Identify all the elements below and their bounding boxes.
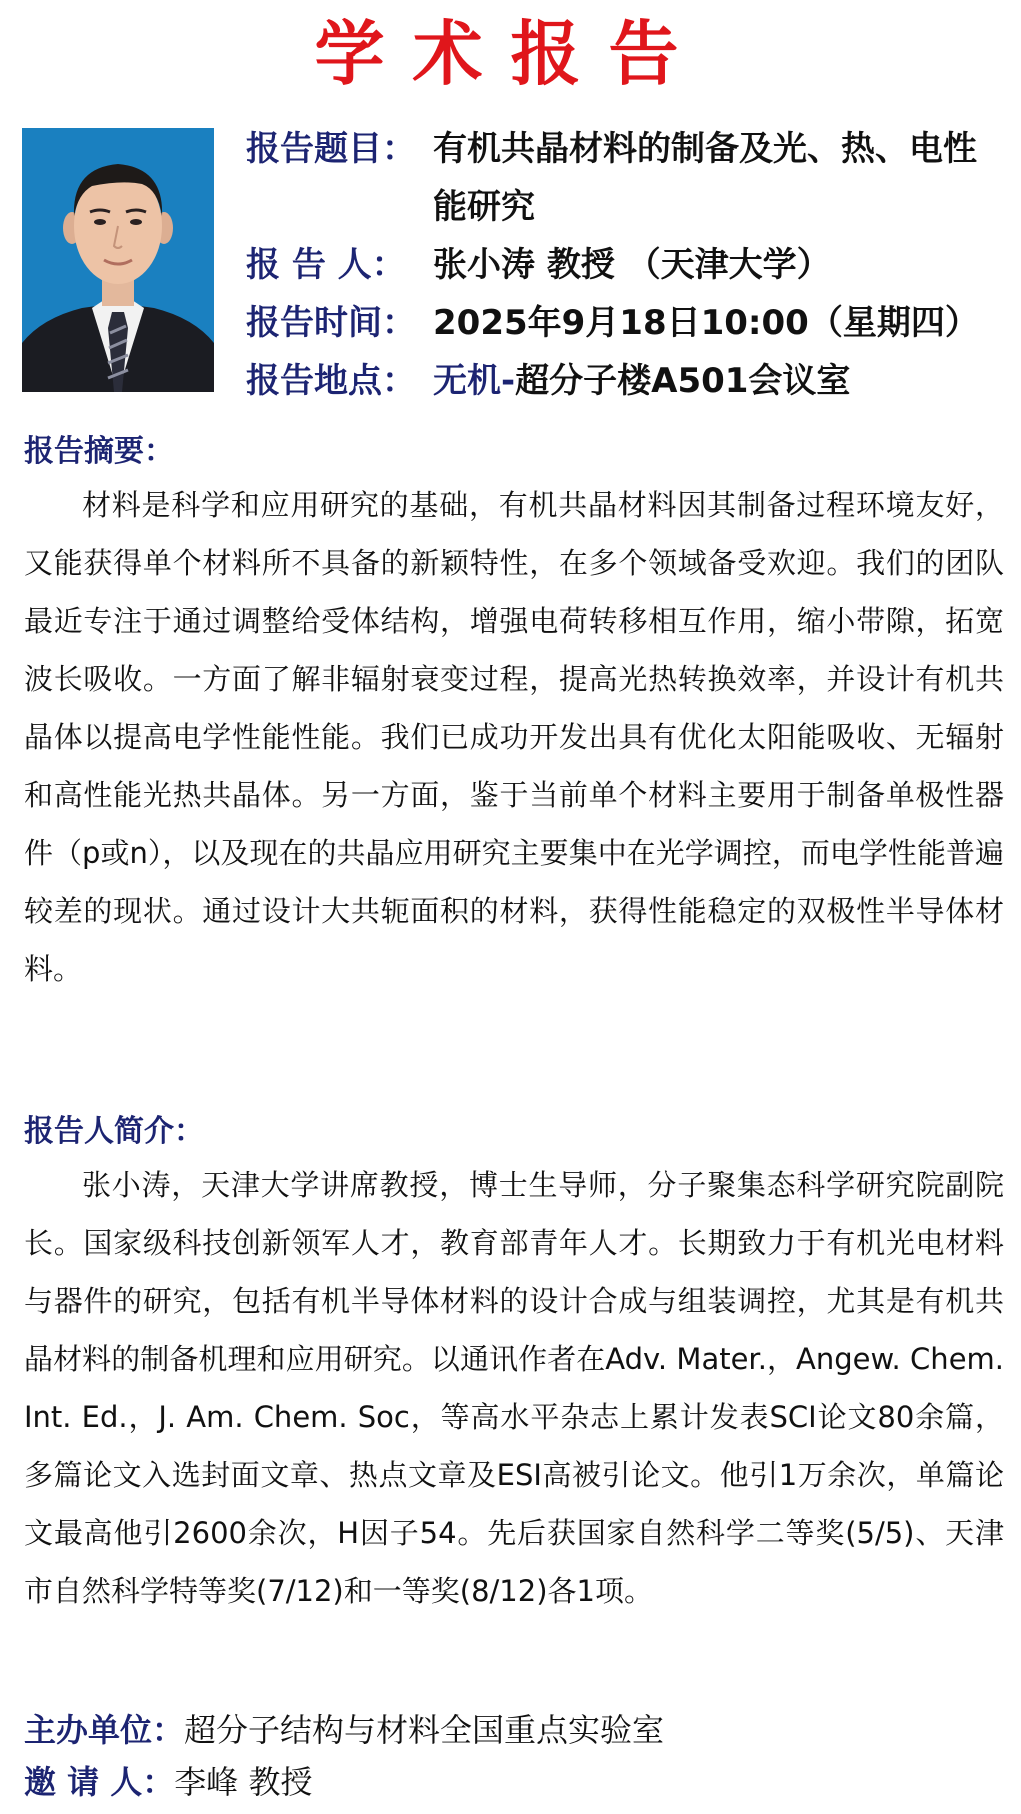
- inviter-row: [24, 1760, 312, 1804]
- time-row: [246, 294, 1006, 352]
- time-value: 2025年9月18日10:00（星期四）: [433, 303, 979, 343]
- organizer-row: [24, 1708, 664, 1752]
- location-label: 报告地点：: [246, 361, 416, 401]
- inviter-value: 李峰 教授: [174, 1763, 313, 1801]
- location-value-room: 超分子楼A501会议室: [515, 361, 851, 401]
- location-value-building: 无机-: [433, 361, 516, 401]
- page-title: 学术报告: [314, 12, 707, 95]
- topic-label: 报告题目：: [246, 129, 416, 169]
- location-row: [246, 352, 1006, 410]
- speaker-portrait-icon: [22, 128, 214, 392]
- speaker-value: 张小涛 教授 （天津大学）: [433, 245, 831, 285]
- speaker-row: [246, 236, 1006, 294]
- location-value: [433, 352, 1006, 410]
- topic-row: [246, 120, 1006, 236]
- time-label: 报告时间：: [246, 303, 416, 343]
- inviter-label: 邀 请 人：: [24, 1763, 175, 1801]
- abstract-text: 材料是科学和应用研究的基础，有机共晶材料因其制备过程环境友好，又能获得单个材料所不具备的新颖特性，在多个领域备受欢迎。我们的团队最近专注于通过调整给受体结构，增强电荷转移相互作用，缩小带隙，拓宽波长吸收。一方面了解非辐射衰变过程，提高光热转换效率，并设计有机共晶体以提高电学性能性能。我们已成功开发出具有优化太阳能吸收、无辐射和高性能光热共晶体。另一方面，鉴于当前单个材料主要用于制备单极性器件（p或n），以及现在的共晶应用研究主要集中在光学调控，而电学性能普遍较差的现状。通过设计大共轭面积的材料，获得性能稳定的双极性半导体材料。: [24, 488, 1004, 986]
- topic-value: 有机共晶材料的制备及光、热、电性能研究: [433, 129, 977, 227]
- speaker-label: 报 告 人：: [246, 245, 406, 285]
- speaker-photo: [22, 128, 214, 392]
- organizer-label: 主办单位：: [24, 1711, 185, 1749]
- bio-text: 张小涛，天津大学讲席教授，博士生导师，分子聚集态科学研究院副院长。国家级科技创新领军人才，教育部青年人才。长期致力于有机光电材料与器件的研究，包括有机半导体材料的设计合成与组装调控，尤其是有机共晶材料的制备机理和应用研究。以通讯作者在Adv. Mater.，Angew. Chem. Int. Ed.，J. Am. Chem. Soc，等高水平杂志上累计发表SCI论文80余篇，多篇论文入选封面文章、热点文章及ESI高被引论文。他引1万余次，单篇论文最高他引2600余次，H因子54。先后获国家自然科学二等奖(5/5)、天津市自然科学特等奖(7/12)和一等奖(8/12)各1项。: [24, 1168, 1004, 1608]
- organizer-value: 超分子结构与材料全国重点实验室: [184, 1711, 665, 1749]
- talk-info: [246, 120, 1006, 410]
- abstract-heading: 报告摘要：: [24, 434, 174, 469]
- bio-heading: 报告人简介：: [24, 1114, 204, 1149]
